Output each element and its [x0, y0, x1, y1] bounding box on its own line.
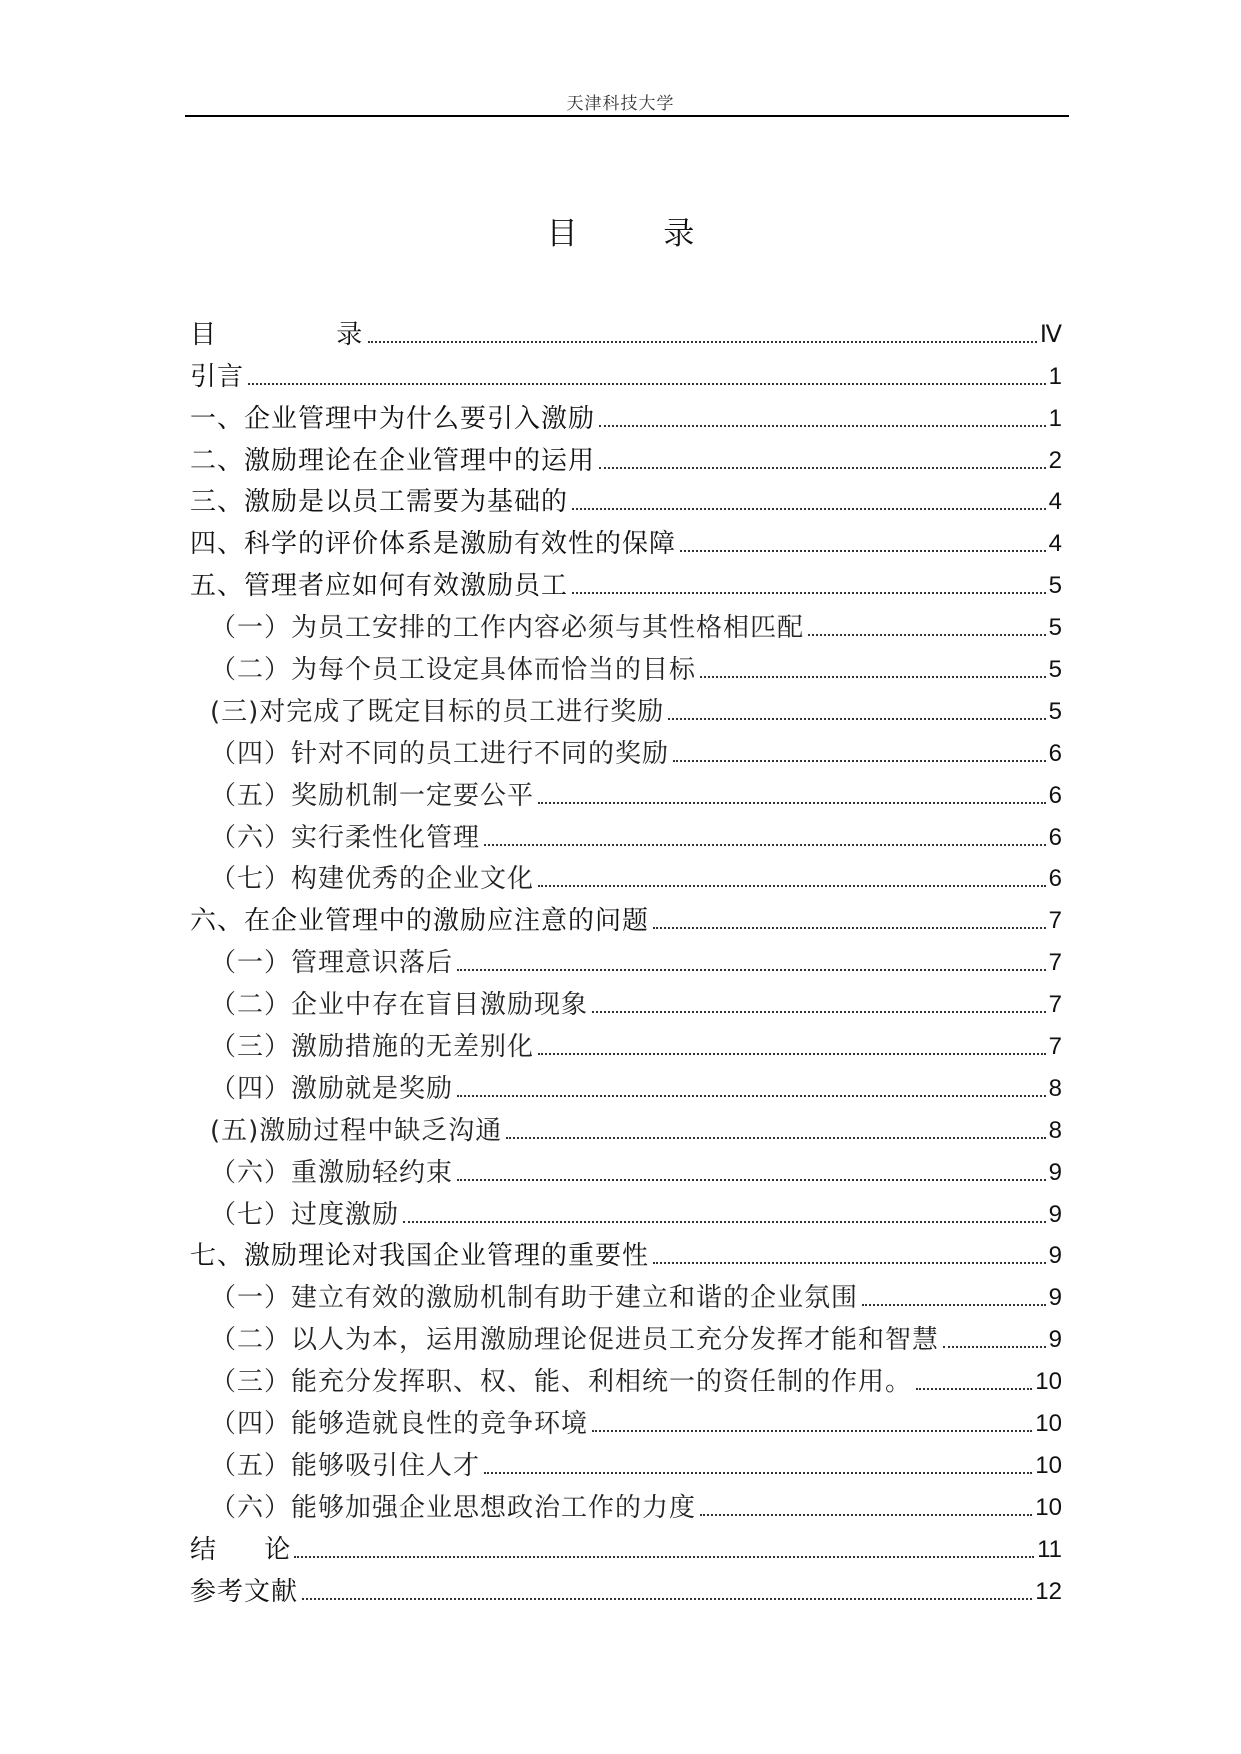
toc-entry-label: 二、激励理论在企业管理中的运用 — [190, 445, 596, 476]
toc-entry[interactable] — [190, 1234, 1062, 1276]
toc-leader-dots — [599, 467, 1046, 469]
toc-entry-page: 6 — [1048, 865, 1062, 893]
toc-entry-label: （五）能够吸引住人才 — [210, 1450, 481, 1481]
toc-leader-dots — [538, 802, 1046, 804]
toc-entry-page: 11 — [1037, 1535, 1062, 1563]
toc-leader-dots — [457, 1095, 1046, 1097]
toc-subentry[interactable] — [190, 1150, 1062, 1192]
toc-entry-page: 12 — [1035, 1577, 1062, 1605]
toc-entry-page: 5 — [1048, 697, 1062, 725]
toc-entry-label: （七）构建优秀的企业文化 — [210, 864, 535, 895]
toc-entry-label: 三、激励是以员工需要为基础的 — [190, 487, 569, 518]
toc-entry-label: （五）奖励机制一定要公平 — [210, 780, 535, 811]
toc-entry-page: 9 — [1048, 1242, 1062, 1270]
toc-entry-page: 9 — [1048, 1326, 1062, 1354]
toc-subentry[interactable] — [190, 1443, 1062, 1485]
toc-entry-page: 4 — [1048, 488, 1062, 516]
toc-subentry[interactable] — [190, 1192, 1062, 1234]
toc-leader-dots — [294, 1556, 1034, 1558]
toc-leader-dots — [668, 718, 1045, 720]
toc-subentry[interactable] — [190, 731, 1062, 773]
toc-entry-label: （三）能充分发挥职、权、能、利相统一的资任制的作用。 — [210, 1367, 913, 1398]
toc-entry-label: 七、激励理论对我国企业管理的重要性 — [190, 1241, 650, 1272]
toc-entry-label: 四、科学的评价体系是激励有效性的保障 — [190, 529, 677, 560]
toc-leader-dots — [302, 1598, 1032, 1600]
toc-entry-label: （三）激励措施的无差别化 — [210, 1032, 535, 1063]
toc-entry-page: 7 — [1048, 991, 1062, 1019]
toc-leader-dots — [457, 1179, 1046, 1181]
toc-subentry[interactable] — [190, 982, 1062, 1024]
toc-leader-dots — [538, 885, 1046, 887]
toc-subentry[interactable] — [190, 815, 1062, 857]
toc-entry-page: 10 — [1035, 1410, 1062, 1438]
toc-subentry[interactable] — [190, 1485, 1062, 1527]
toc-entry-label: （一）建立有效的激励机制有助于建立和谐的企业氛围 — [210, 1283, 859, 1314]
toc-entry-label: （七）过度激励 — [210, 1199, 400, 1230]
toc-leader-dots — [808, 634, 1046, 636]
header-divider — [185, 115, 1069, 117]
toc-leader-dots — [680, 550, 1046, 552]
toc-entry-page: 10 — [1035, 1368, 1062, 1396]
page-title: 目 录 — [546, 216, 733, 252]
toc-subentry[interactable] — [190, 605, 1062, 647]
toc-entry-page: 2 — [1048, 446, 1062, 474]
toc-entry[interactable] — [190, 396, 1062, 438]
toc-entry-label: （六）重激励轻约束 — [210, 1157, 454, 1188]
toc-entry-page: 1 — [1048, 404, 1062, 432]
toc-entry-page: 6 — [1048, 823, 1062, 851]
toc-subentry[interactable] — [190, 1359, 1062, 1401]
toc-entry-page: Ⅳ — [1039, 320, 1062, 348]
toc-entry-label: 一、企业管理中为什么要引入激励 — [190, 403, 596, 434]
toc-entry-label: （一）管理意识落后 — [210, 948, 454, 979]
toc-leader-dots — [484, 844, 1046, 846]
toc-entry-page: 1 — [1048, 362, 1062, 390]
toc-entry-page: 5 — [1048, 656, 1062, 684]
toc-subentry[interactable] — [190, 1066, 1062, 1108]
toc-entry-page: 9 — [1048, 1158, 1062, 1186]
toc-entry-page: 6 — [1048, 739, 1062, 767]
toc-entry[interactable] — [190, 563, 1062, 605]
toc-leader-dots — [506, 1137, 1045, 1139]
toc-subentry[interactable] — [190, 1024, 1062, 1066]
toc-entry-label: （四）针对不同的员工进行不同的奖励 — [210, 738, 670, 769]
toc-entry-page: 9 — [1048, 1200, 1062, 1228]
toc-leader-dots — [592, 1011, 1046, 1013]
toc-leader-dots — [700, 676, 1046, 678]
toc-entry-label: （六）能够加强企业思想政治工作的力度 — [210, 1492, 697, 1523]
toc-leader-dots — [457, 969, 1046, 971]
toc-leader-dots — [673, 760, 1046, 762]
toc-entry-label: 五、管理者应如何有效激励员工 — [190, 571, 569, 602]
toc-subentry[interactable] — [190, 1275, 1062, 1317]
toc-leader-dots — [653, 1262, 1046, 1264]
toc-subentry[interactable] — [190, 773, 1062, 815]
toc-entry[interactable] — [190, 438, 1062, 480]
toc-entry-label: （二）企业中存在盲目激励现象 — [210, 990, 589, 1021]
toc-entry-label: （四）能够造就良性的竞争环境 — [210, 1409, 589, 1440]
toc-entry[interactable] — [190, 521, 1062, 563]
toc-entry-page: 8 — [1048, 1074, 1062, 1102]
toc-entry-label: 引言 — [190, 361, 245, 392]
toc-leader-dots — [538, 1053, 1046, 1055]
toc-leader-dots — [916, 1388, 1032, 1390]
toc-entry-label: （二）以人为本，运用激励理论促进员工充分发挥才能和智慧 — [210, 1325, 940, 1356]
toc-leader-dots — [368, 341, 1037, 343]
toc-leader-dots — [653, 927, 1046, 929]
toc-entry-page: 7 — [1048, 949, 1062, 977]
toc-subentry[interactable] — [190, 689, 1062, 731]
toc-entry[interactable] — [190, 898, 1062, 940]
toc-entry-page: 5 — [1048, 614, 1062, 642]
toc-leader-dots — [403, 1221, 1046, 1223]
toc-entry-label: （四）激励就是奖励 — [210, 1073, 454, 1104]
toc-subentry[interactable] — [190, 647, 1062, 689]
toc-leader-dots — [572, 592, 1046, 594]
toc-entry-page: 10 — [1035, 1451, 1062, 1479]
toc-entry-page: 7 — [1048, 1033, 1062, 1061]
toc-leader-dots — [572, 508, 1046, 510]
toc-entry-label: 目 录 — [190, 319, 419, 350]
toc-subentry[interactable] — [190, 940, 1062, 982]
toc-leader-dots — [248, 383, 1046, 385]
toc-leader-dots — [592, 1430, 1032, 1432]
toc-entry-page: 10 — [1035, 1493, 1062, 1521]
toc-subentry[interactable] — [190, 1401, 1062, 1443]
toc-entry-label: （六）实行柔性化管理 — [210, 822, 481, 853]
toc-entry[interactable] — [190, 354, 1062, 396]
toc-entry-label: 结 论 — [190, 1534, 311, 1565]
toc-entry-page: 5 — [1048, 572, 1062, 600]
toc-entry-page: 8 — [1048, 1116, 1062, 1144]
toc-leader-dots — [943, 1346, 1046, 1348]
toc-subentry[interactable] — [190, 857, 1062, 899]
running-header: 天津科技大学 — [566, 94, 675, 114]
toc-entry-page: 6 — [1048, 781, 1062, 809]
toc-entry-label: 六、在企业管理中的激励应注意的问题 — [190, 906, 650, 937]
toc-entry[interactable] — [190, 312, 1062, 354]
toc-leader-dots — [862, 1304, 1046, 1306]
toc-entry[interactable] — [190, 1527, 1062, 1569]
toc-entry-label: (五)激励过程中缺乏沟通 — [210, 1115, 503, 1146]
toc-entry-label: 参考文献 — [190, 1576, 299, 1607]
toc-subentry[interactable] — [190, 1108, 1062, 1150]
toc-entry[interactable] — [190, 480, 1062, 522]
toc-entry[interactable] — [190, 1569, 1062, 1611]
table-of-contents — [190, 312, 1062, 1611]
toc-entry-label: （一）为员工安排的工作内容必须与其性格相匹配 — [210, 613, 805, 644]
toc-entry-page: 7 — [1048, 907, 1062, 935]
toc-leader-dots — [599, 425, 1046, 427]
toc-entry-label: (三)对完成了既定目标的员工进行奖励 — [210, 696, 665, 727]
toc-entry-label: （二）为每个员工设定具体而恰当的目标 — [210, 655, 697, 686]
toc-leader-dots — [700, 1514, 1032, 1516]
toc-leader-dots — [484, 1472, 1032, 1474]
toc-entry-page: 4 — [1048, 530, 1062, 558]
toc-entry-page: 9 — [1048, 1284, 1062, 1312]
toc-subentry[interactable] — [190, 1317, 1062, 1359]
